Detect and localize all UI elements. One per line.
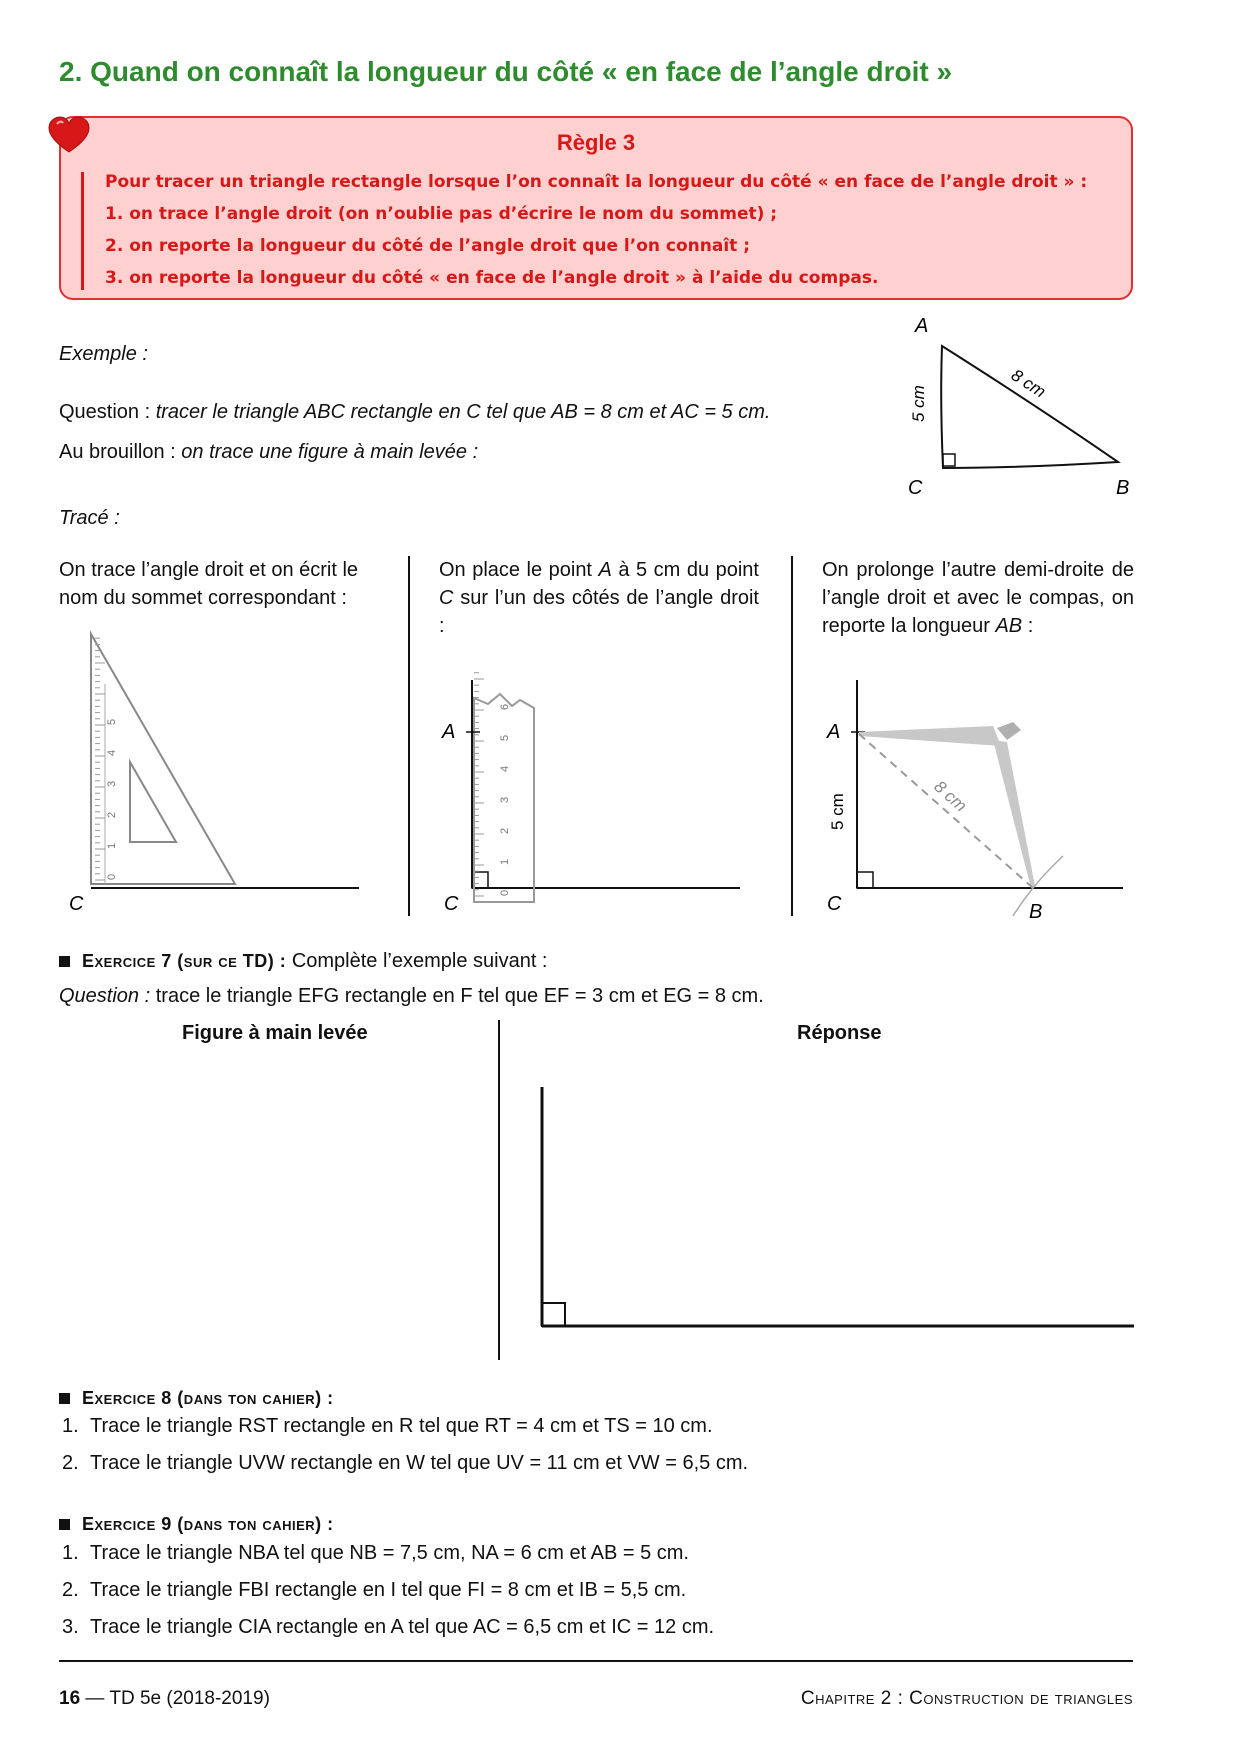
step3-label-b: B <box>1029 901 1043 923</box>
column-divider <box>408 556 410 916</box>
example-question: Question : tracer le triangle ABC rectangle en C tel que AB = 8 cm et AC = 5 cm. <box>59 401 771 423</box>
footer-left: 16 — TD 5e (2018-2019) <box>59 1688 270 1709</box>
tick-label: 0 <box>106 873 118 880</box>
exercise-7-col-left: Figure à main levée <box>182 1022 368 1044</box>
section-title: 2. Quand on connaît la longueur du côté « en face de l’angle droit » <box>59 56 953 87</box>
rule-line: 2. on reporte la longueur du côté de l’angle droit que l’on connaît ; <box>105 236 751 256</box>
step3-right-angle <box>857 872 873 888</box>
exercise-bullet-icon <box>59 1393 70 1404</box>
trace-step-1-text: On trace l’angle droit et on écrit le nom du sommet correspondant : <box>59 559 359 609</box>
step3-len-ab: 8 cm <box>930 776 971 816</box>
tick-label: 6 <box>499 703 511 710</box>
set-square-inner <box>130 762 176 842</box>
rule-line: 3. on reporte la longueur du côté « en face de l’angle droit » à l’aide du compas. <box>105 268 879 288</box>
rule-box <box>59 116 1133 300</box>
compass-arm <box>859 726 1001 746</box>
exercise-9-title: Exercice 9 (dans ton cahier) : <box>59 1514 334 1535</box>
exercise-9-item: 3. Trace le triangle CIA rectangle en A tel que AC = 6,5 cm et IC = 12 cm. <box>62 1616 715 1638</box>
trace-step-1-figure <box>59 630 369 920</box>
tick-label: 1 <box>106 842 118 849</box>
tick-label: 0 <box>499 889 511 896</box>
trace-step-3-figure <box>815 670 1145 930</box>
exercise-bullet-icon <box>59 1519 70 1530</box>
tick-label: 4 <box>106 749 118 756</box>
exercise-7-question: Question : trace le triangle EFG rectangle en F tel que EF = 3 cm et EG = 8 cm. <box>59 985 764 1007</box>
trace-label: Tracé : <box>59 507 120 529</box>
exercise-7-col-right: Réponse <box>797 1022 882 1044</box>
tick-label: 2 <box>499 827 511 834</box>
ruler-ticks <box>474 670 484 896</box>
tick-label: 4 <box>499 765 511 772</box>
ruler-ticks <box>95 638 105 880</box>
answer-right-angle <box>542 1303 565 1326</box>
example-label: Exemple : <box>59 343 148 365</box>
rule-bar <box>81 172 84 290</box>
footer-right: Chapitre 2 : Construction de triangles <box>800 1688 1133 1709</box>
tick-label: 1 <box>499 858 511 865</box>
compass-head <box>997 722 1021 740</box>
trace-step-2-text: On place le point A à 5 cm du point C sur l’un des côtés de l’angle droit : <box>439 559 759 637</box>
step3-len-ac: 5 cm <box>828 793 847 830</box>
trace-step-3-text: On prolonge l’autre demi-droite de l’angle droit et avec le compas, on reporte la longueur AB : <box>822 559 1134 637</box>
compass-leg <box>993 740 1035 888</box>
footer-rule <box>59 1660 1133 1662</box>
tick-label: 5 <box>106 718 118 725</box>
exercise-bullet-icon <box>59 956 70 967</box>
exercise-8-item: 2. Trace le triangle UVW rectangle en W tel que UV = 11 cm et VW = 6,5 cm. <box>62 1452 749 1474</box>
tick-label: 5 <box>499 734 511 741</box>
sketch-label-c: C <box>908 477 923 499</box>
tick-label: 3 <box>499 796 511 803</box>
example-draft: Au brouillon : on trace une figure à main levée : <box>59 441 479 463</box>
tick-label: 2 <box>106 811 118 818</box>
trace-step-2-figure <box>430 670 750 920</box>
sketch-label-a: A <box>915 315 929 337</box>
step3-label-c: C <box>827 893 842 915</box>
sketch-label-b: B <box>1116 477 1130 499</box>
sketch-triangle <box>941 346 1118 468</box>
exercise-9-item: 1. Trace le triangle NBA tel que NB = 7,5 cm, NA = 6 cm et AB = 5 cm. <box>62 1542 689 1564</box>
sketch-right-angle <box>943 454 955 466</box>
step2-label-a: A <box>442 721 456 743</box>
sketch-len-ab: 8 cm <box>1007 365 1050 402</box>
step3-label-a: A <box>827 721 841 743</box>
step1-label-c: C <box>69 893 84 915</box>
sketch-figure <box>900 310 1160 510</box>
exercise-9-item: 2. Trace le triangle FBI rectangle en I tel que FI = 8 cm et IB = 5,5 cm. <box>62 1579 687 1601</box>
sketch-len-ac: 5 cm <box>909 385 928 422</box>
exercise-7-title: Exercice 7 (sur ce TD) : Complète l’exemple suivant : <box>59 950 548 973</box>
exercise-8-title: Exercice 8 (dans ton cahier) : <box>59 1388 334 1409</box>
step2-label-c: C <box>444 893 459 915</box>
column-divider <box>791 556 793 916</box>
exercise-7-divider <box>498 1020 500 1360</box>
rule-line: Pour tracer un triangle rectangle lorsque l’on connaît la longueur du côté « en face de l’angle droit » : <box>105 172 1088 192</box>
exercise-8-item: 1. Trace le triangle RST rectangle en R tel que RT = 4 cm et TS = 10 cm. <box>62 1415 713 1437</box>
tick-label: 3 <box>106 780 118 787</box>
rule-title: Règle 3 <box>556 130 636 155</box>
exercise-7-answer-area[interactable] <box>530 1085 1140 1335</box>
rule-line: 1. on trace l’angle droit (on n’oublie pas d’écrire le nom du sommet) ; <box>105 204 778 224</box>
